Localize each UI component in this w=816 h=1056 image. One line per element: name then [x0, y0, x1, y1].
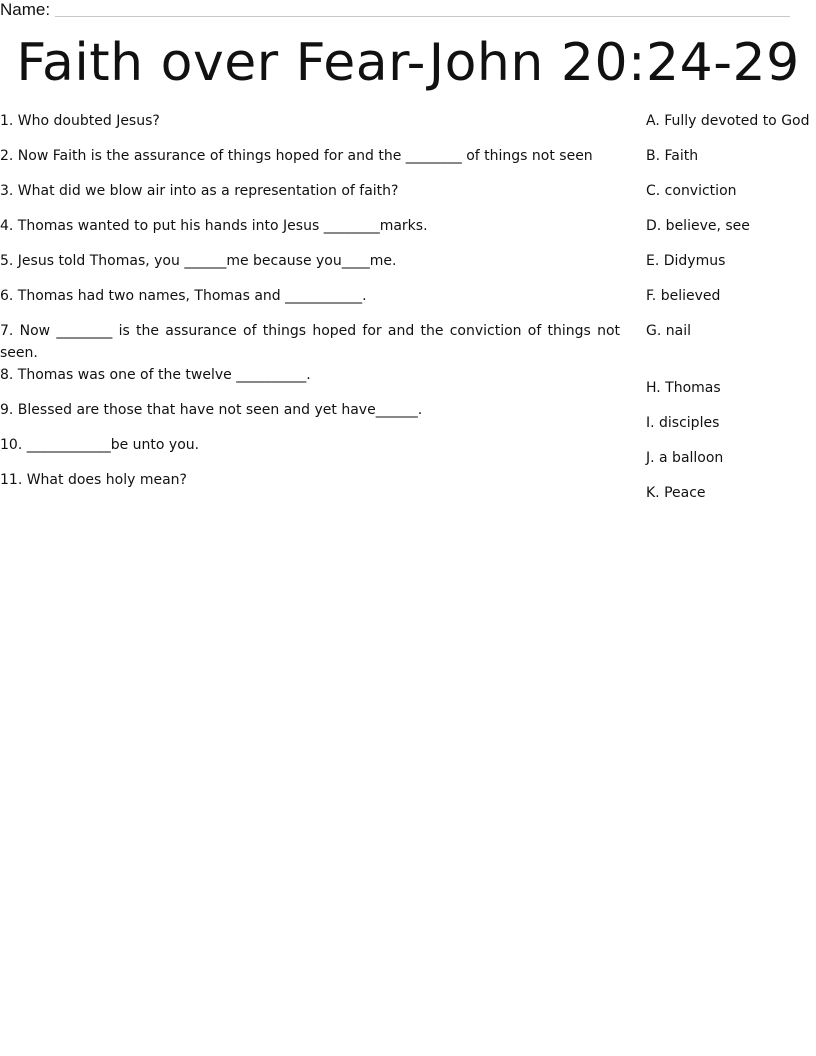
answer-item: F. believed: [646, 288, 721, 304]
question-item: 1. Who doubted Jesus?: [0, 113, 160, 129]
name-label: Name:: [0, 0, 51, 19]
question-list: [0, 110, 620, 504]
question-item: 3. What did we blow air into as a representation of faith?: [0, 183, 399, 199]
question-item: 10. ____________be unto you.: [0, 437, 200, 453]
question-item: 5. Jesus told Thomas, you ______me because you____me.: [0, 253, 397, 269]
question-item: 6. Thomas had two names, Thomas and ___________.: [0, 288, 367, 304]
answer-item: C. conviction: [646, 183, 737, 199]
name-row: [0, 0, 790, 20]
question-item: 9. Blessed are those that have not seen and yet have______.: [0, 402, 423, 418]
answer-item: E. Didymus: [646, 253, 726, 269]
answer-item: G. nail: [646, 323, 691, 339]
answer-list: [646, 110, 816, 517]
question-item: 2. Now Faith is the assurance of things hoped for and the ________ of things not seen: [0, 148, 593, 164]
answer-item: B. Faith: [646, 148, 699, 164]
answer-item: K. Peace: [646, 485, 706, 501]
answer-item: I. disciples: [646, 415, 720, 431]
name-line: [55, 0, 790, 17]
answer-item: H. Thomas: [646, 380, 721, 396]
question-item: 11. What does holy mean?: [0, 472, 187, 488]
worksheet-title: Faith over Fear-John 20:24-29: [16, 33, 800, 93]
question-item: 8. Thomas was one of the twelve __________.: [0, 367, 311, 383]
question-item: 7. Now ________ is the assurance of things hoped for and the conviction of things not seen.: [0, 323, 620, 361]
question-item: 4. Thomas wanted to put his hands into Jesus ________marks.: [0, 218, 428, 234]
answer-item: A. Fully devoted to God: [646, 113, 810, 129]
answer-item: D. believe, see: [646, 218, 750, 234]
answer-item: J. a balloon: [646, 450, 724, 466]
